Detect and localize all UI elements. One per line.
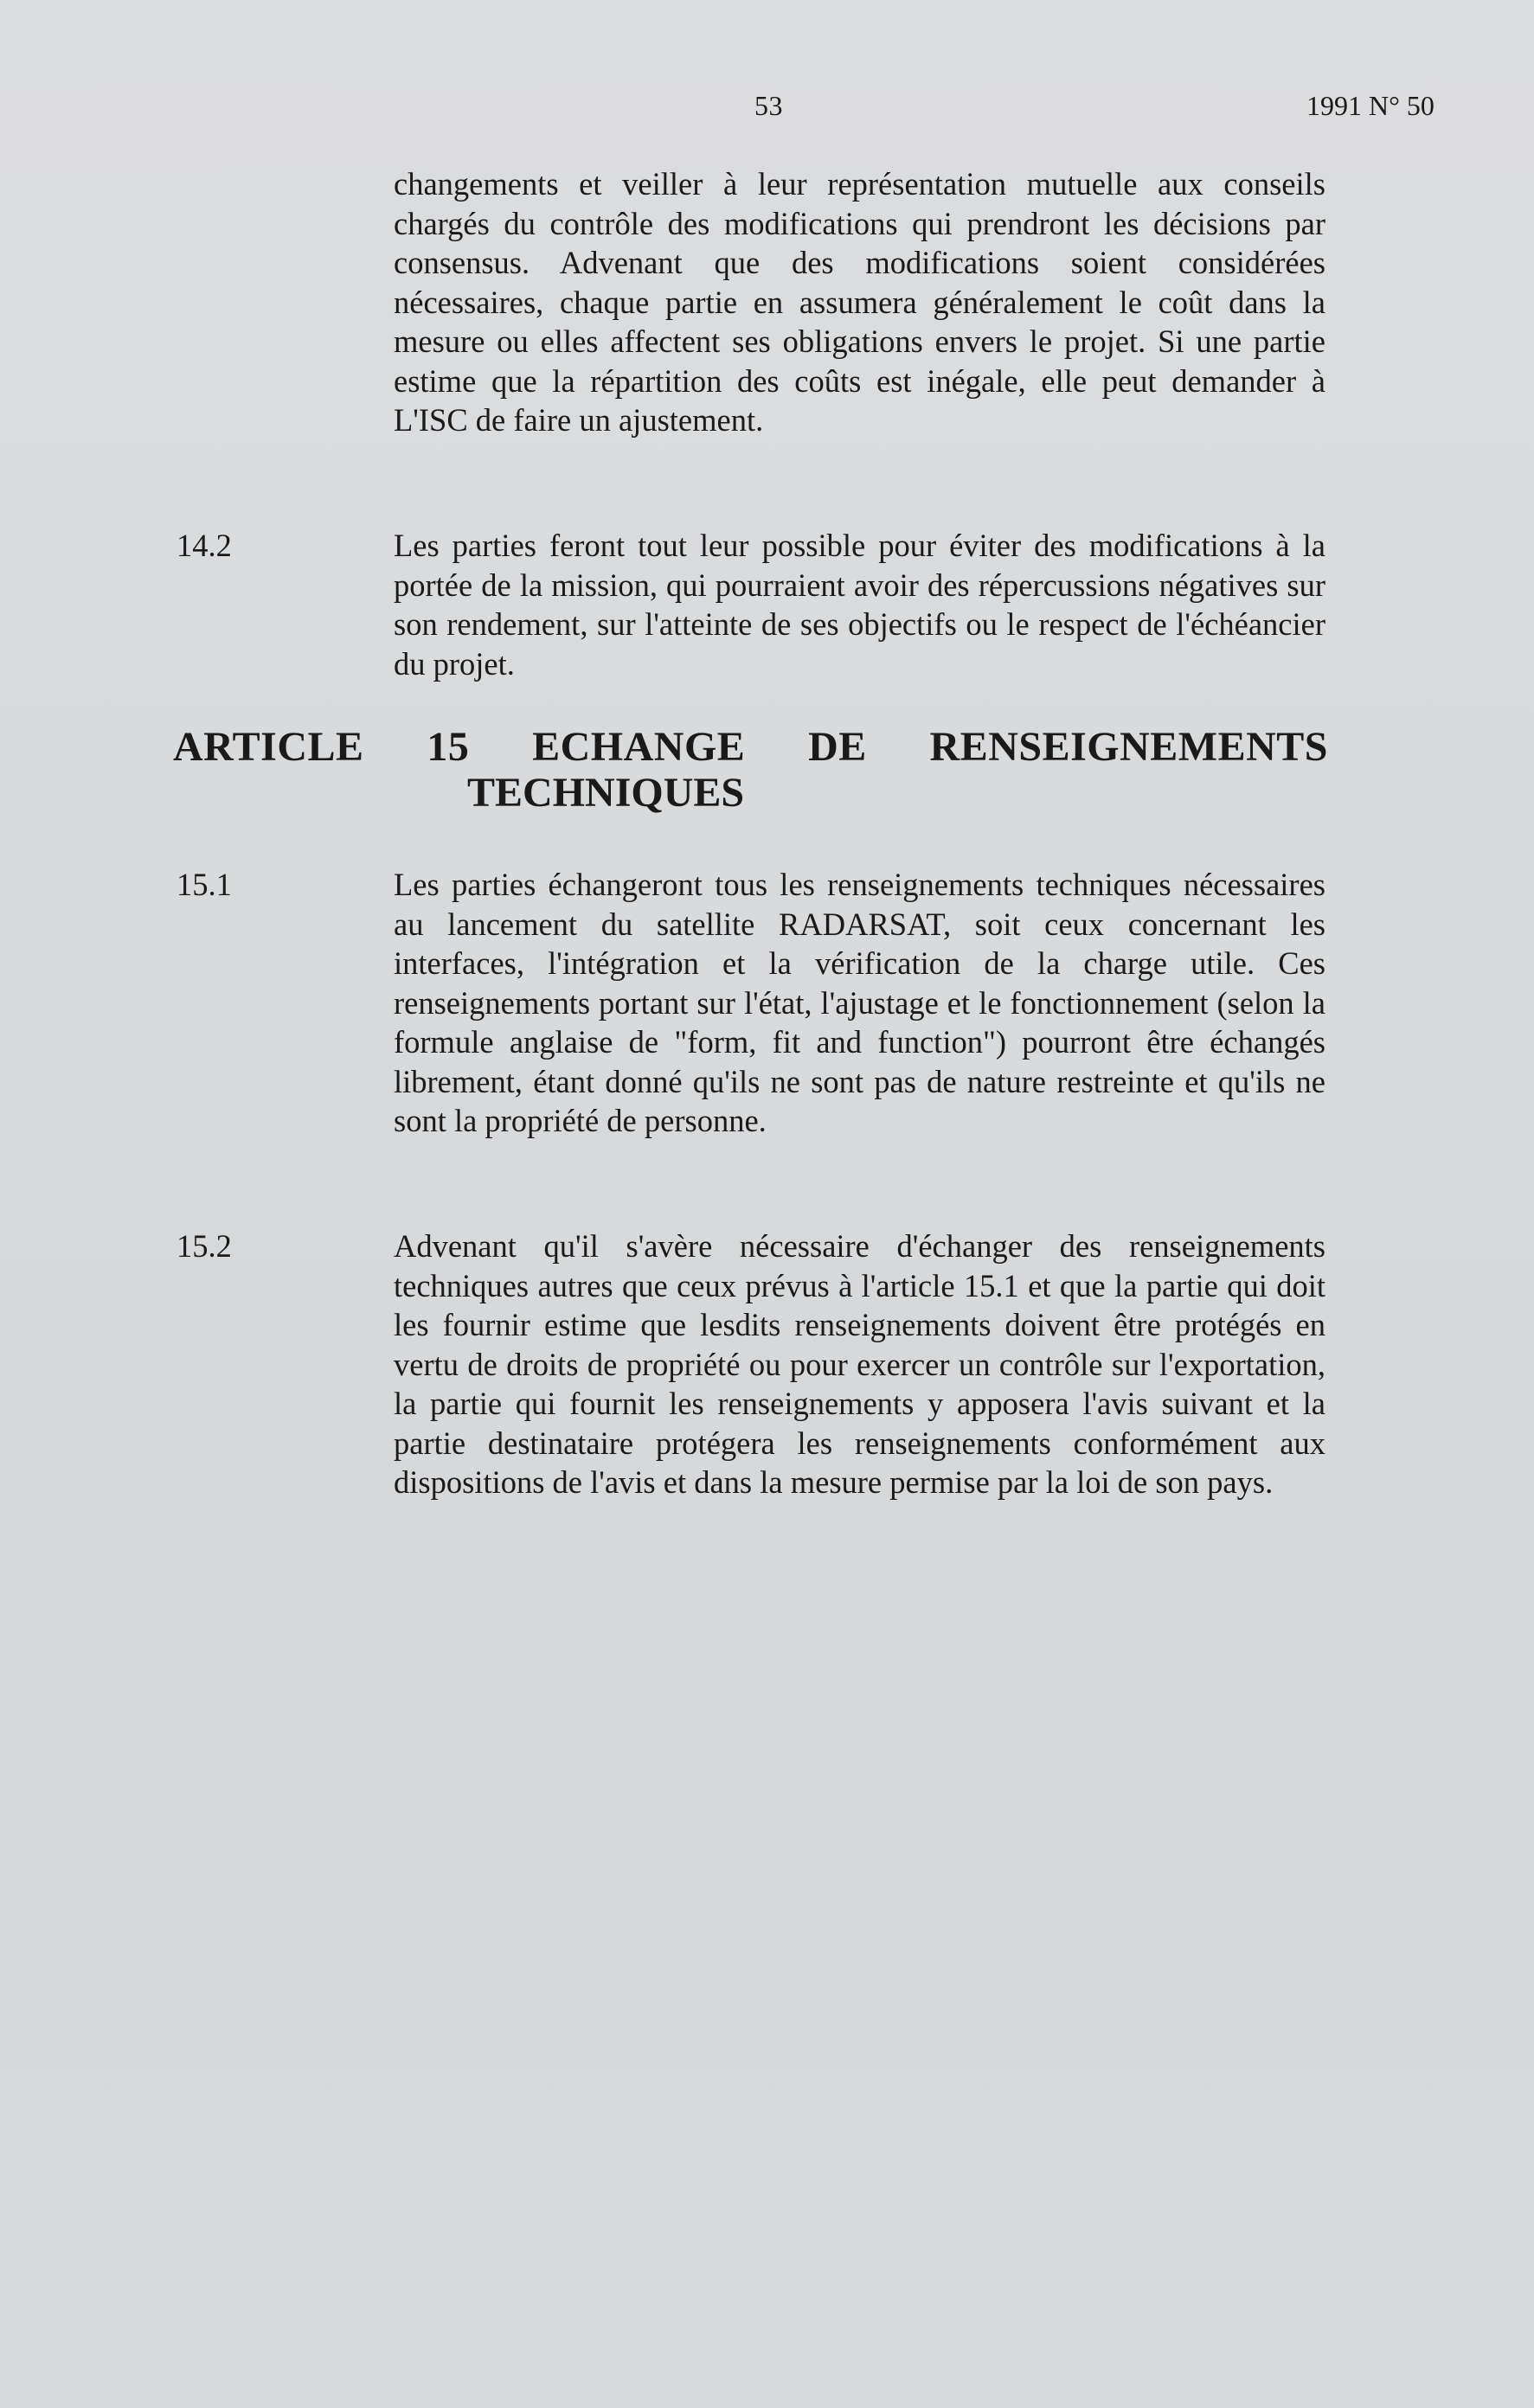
article-heading: ARTICLE 15 ECHANGE DE RENSEIGNEMENTS (173, 724, 1328, 770)
paragraph-15-2: Advenant qu'il s'avère nécessaire d'échanger des renseignements techniques autres que ceux prévus à l'article 15.1 et que la partie qui doit les fournir estime que lesdits renseignements doivent être protégés en vertu de droits de propriété ou pour exercer un contrôle sur l'exportation, la partie qui fournit les renseignements y apposera l'avis suivant et la partie destinataire protégera les renseignements conformément aux dispositions de l'avis et dans la mesure permise par la loi de son pays. (394, 1228, 1325, 1500)
paragraph-14-2: Les parties feront tout leur possible pour éviter des modifications à la portée de la mission, qui pourraient avoir des répercussions négatives sur son rendement, sur l'atteinte de ses objectifs ou le respect de l'échéancier du projet. (394, 528, 1325, 682)
paragraph-15-1: Les parties échangeront tous les renseignements techniques nécessaires au lancement du satellite RADARSAT, soit ceux concernant les interfaces, l'intégration et la vérification de la charge utile. Ces renseignements portant sur l'état, l'ajustage et le fonctionnement (selon la formule anglaise de "form, fit and function") pourront être échangés librement, étant donné qu'ils ne sont pas de nature restreinte et qu'ils ne sont la propriété de personne. (394, 867, 1325, 1138)
paragraph-number: 15.1 (177, 867, 232, 902)
paragraph-14-1-continuation: changements et veiller à leur représentation mutuelle aux conseils chargés du contrôle des modifications qui prendront les décisions par consensus. Advenant que des modifications soient considérées nécessaires, chaque partie en assumera généralement le coût dans la mesure ou elles affectent ses obligations envers le projet. Si une partie estime que la répartition des coûts est inégale, elle peut demander à L'ISC de faire un ajustement. (394, 166, 1325, 438)
paragraph-number: 14.2 (177, 528, 232, 563)
page-number: 53 (754, 90, 783, 121)
paragraph-number: 15.2 (177, 1228, 232, 1264)
article-heading-continued: TECHNIQUES (467, 770, 745, 816)
document-reference: 1991 N° 50 (1306, 90, 1435, 121)
